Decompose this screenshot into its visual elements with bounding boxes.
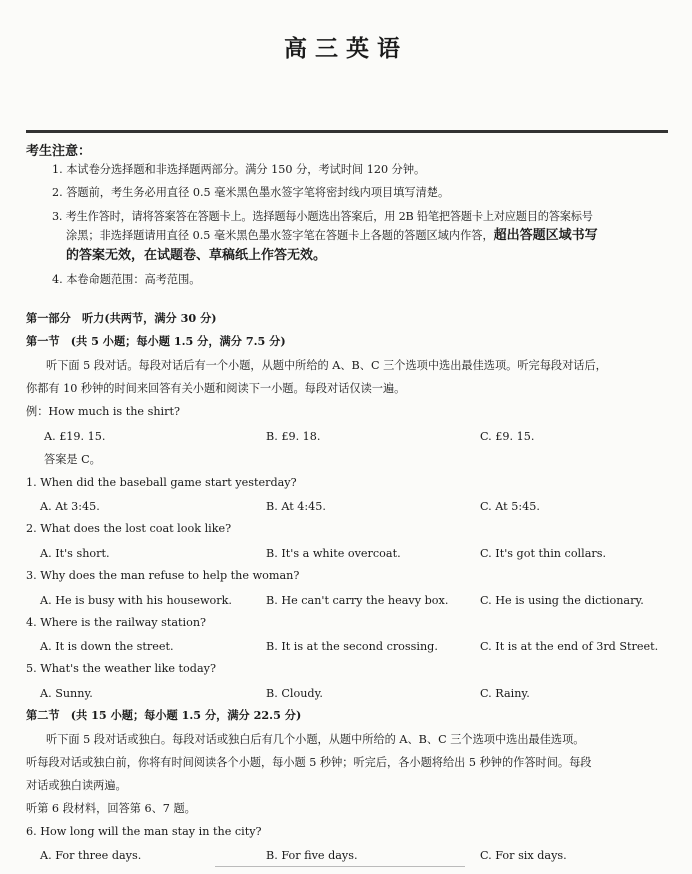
q3-option-a: A. He is busy with his housework.	[40, 594, 232, 607]
footer-divider	[215, 866, 465, 867]
header-divider	[26, 130, 668, 133]
question-4: 4. Where is the railway station?	[26, 616, 207, 629]
q2-option-a: A. It's short.	[40, 547, 110, 560]
material-6-note: 听第 6 段材料，回答第 6、7 题。	[26, 802, 196, 815]
q2-option-b: B. It's a white overcoat.	[266, 547, 401, 560]
notice-item-2: 2. 答题前，考生务必用直径 0.5 毫米黑色墨水签字笔将密封线内项目填写清楚。	[52, 186, 450, 199]
section1-instruction-1: 听下面 5 段对话。每段对话后有一个小题，从题中所给的 A、B、C 三个选项中选出最佳选项。听完每段对话后，	[46, 359, 607, 372]
question-1: 1. When did the baseball game start yesterday?	[26, 476, 297, 489]
question-2: 2. What does the lost coat look like?	[26, 522, 232, 535]
part1-heading: 第一部分 听力(共两节，满分 30 分)	[26, 311, 217, 325]
q6-option-b: B. For five days.	[266, 849, 358, 862]
section2-instruction-1: 听下面 5 段对话或独白。每段对话或独白后有几个小题，从题中所给的 A、B、C 三个选项中选出最佳选项。	[46, 733, 585, 746]
q4-option-a: A. It is down the street.	[40, 640, 174, 653]
page-title: 高三英语	[284, 35, 408, 62]
q2-option-c: C. It's got thin collars.	[480, 547, 607, 560]
q3-option-c: C. He is using the dictionary.	[480, 594, 644, 607]
q1-option-b: B. At 4:45.	[266, 500, 326, 513]
q4-option-b: B. It is at the second crossing.	[266, 640, 438, 653]
q5-option-c: C. Rainy.	[480, 687, 530, 700]
example-option-a: A. £19. 15.	[44, 430, 106, 443]
notice-item-3-cont	[66, 229, 598, 242]
section2-instruction-2: 听每段对话或独白前，你将有时间阅读各个小题，每小题 5 秒钟；听完后，各小题将给出 5 秒钟的作答时间。每段	[26, 756, 592, 769]
notice-item-3: 3. 考生作答时，请将答案答在答题卡上。选择题每小题选出答案后，用 2B 铅笔把答题卡上对应题目的答案标号	[52, 210, 593, 223]
q3-option-b: B. He can't carry the heavy box.	[266, 594, 449, 607]
notice-emphasis-2: 的答案无效，在试题卷、草稿纸上作答无效。	[66, 248, 327, 263]
question-6: 6. How long will the man stay in the city?	[26, 825, 262, 838]
notice-item-1: 1. 本试卷分选择题和非选择题两部分。满分 150 分，考试时间 120 分钟。	[52, 163, 426, 176]
q5-option-b: B. Cloudy.	[266, 687, 323, 700]
q6-option-c: C. For six days.	[480, 849, 567, 862]
notice-title: 考生注意：	[26, 144, 92, 159]
example-answer: 答案是 C。	[44, 453, 101, 466]
question-3: 3. Why does the man refuse to help the woman?	[26, 569, 300, 582]
q4-option-c: C. It is at the end of 3rd Street.	[480, 640, 659, 653]
notice-item-4: 4. 本卷命题范围：高考范围。	[52, 273, 201, 286]
section2-heading: 第二节 (共 15 小题；每小题 1.5 分，满分 22.5 分)	[26, 708, 302, 722]
q6-option-a: A. For three days.	[40, 849, 142, 862]
q1-option-c: C. At 5:45.	[480, 500, 540, 513]
notice-item-3-line2: 涂黑；非选择题请用直径 0.5 毫米黑色墨水签字笔在答题卡上各题的答题区域内作答，	[66, 229, 494, 242]
q1-option-a: A. At 3:45.	[40, 500, 100, 513]
section1-heading: 第一节 (共 5 小题；每小题 1.5 分，满分 7.5 分)	[26, 334, 286, 348]
example-option-c: C. £9. 15.	[480, 430, 535, 443]
example-option-b: B. £9. 18.	[266, 430, 321, 443]
notice-emphasis-1: 超出答题区域书写	[493, 228, 598, 243]
example-question: 例：How much is the shirt?	[26, 405, 180, 418]
section2-instruction-3: 对话或独白读两遍。	[26, 779, 127, 792]
section1-instruction-2: 你都有 10 秒钟的时间来回答有关小题和阅读下一小题。每段对话仅读一遍。	[26, 382, 406, 395]
q5-option-a: A. Sunny.	[40, 687, 93, 700]
question-5: 5. What's the weather like today?	[26, 662, 216, 675]
